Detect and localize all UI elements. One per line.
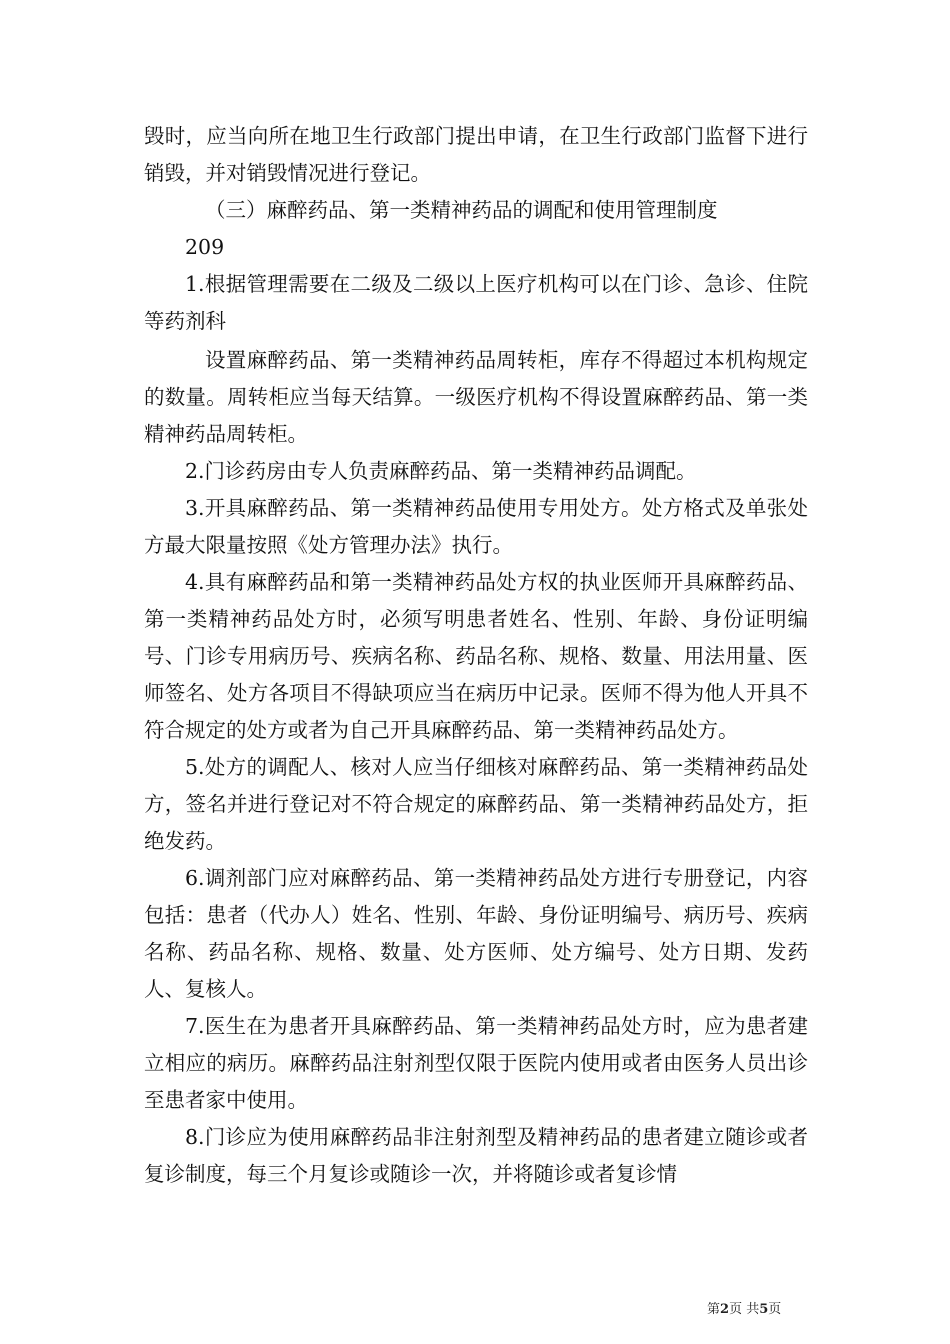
- paragraph-item-3: 3.开具麻醉药品、第一类精神药品使用专用处方。处方格式及单张处方最大限量按照《处方管理办法》执行。: [144, 496, 808, 557]
- section-heading: （三）麻醉药品、第一类精神药品的调配和使用管理制度: [205, 198, 718, 222]
- paragraph-item-4: 4.具有麻醉药品和第一类精神药品处方权的执业医师开具麻醉药品、第一类精神药品处方时，必须写明患者姓名、性别、年龄、身份证明编号、门诊专用病历号、疾病名称、药品名称、规格、数量、用法用量、医师签名、处方各项目不得缺项应当在病历中记录。医师不得为他人开具不符合规定的处方或者为自己开具麻醉药品、第一类精神药品处方。: [144, 570, 808, 742]
- footer-current-page: 2: [720, 1302, 730, 1317]
- paragraph-continuation: 毁时，应当向所在地卫生行政部门提出申请，在卫生行政部门监督下进行销毁，并对销毁情况进行登记。: [144, 124, 808, 185]
- paragraph-item-5: 5.处方的调配人、核对人应当仔细核对麻醉药品、第一类精神药品处方，签名并进行登记对不符合规定的麻醉药品、第一类精神药品处方，拒绝发药。: [144, 755, 808, 853]
- footer-total-pages: 5: [759, 1302, 769, 1317]
- footer-suffix: 页: [768, 1302, 782, 1317]
- page-footer: [707, 1301, 781, 1319]
- footer-middle: 页 共: [729, 1302, 760, 1317]
- paragraph-item-6: 6.调剂部门应对麻醉药品、第一类精神药品处方进行专册登记，内容包括：患者（代办人）姓名、性别、年龄、身份证明编号、病历号、疾病名称、药品名称、规格、数量、处方医师、处方编号、处方日期、发药人、复核人。: [144, 866, 808, 1001]
- document-body: [144, 118, 808, 1193]
- paragraph-item-1-continued: 设置麻醉药品、第一类精神药品周转柜，库存不得超过本机构规定的数量。周转柜应当每天结算。一级医疗机构不得设置麻醉药品、第一类精神药品周转柜。: [144, 348, 808, 446]
- paragraph-item-1: 1.根据管理需要在二级及二级以上医疗机构可以在门诊、急诊、住院等药剂科: [144, 272, 808, 333]
- paragraph-item-2: 2.门诊药房由专人负责麻醉药品、第一类精神药品调配。: [185, 459, 697, 483]
- page-reference-number: 209: [185, 235, 225, 259]
- paragraph-item-7: 7.医生在为患者开具麻醉药品、第一类精神药品处方时，应为患者建立相应的病历。麻醉药品注射剂型仅限于医院内使用或者由医务人员出诊至患者家中使用。: [144, 1014, 808, 1112]
- paragraph-item-8: 8.门诊应为使用麻醉药品非注射剂型及精神药品的患者建立随诊或者复诊制度，每三个月复诊或随诊一次，并将随诊或者复诊情: [144, 1125, 808, 1186]
- footer-prefix: 第: [707, 1302, 721, 1317]
